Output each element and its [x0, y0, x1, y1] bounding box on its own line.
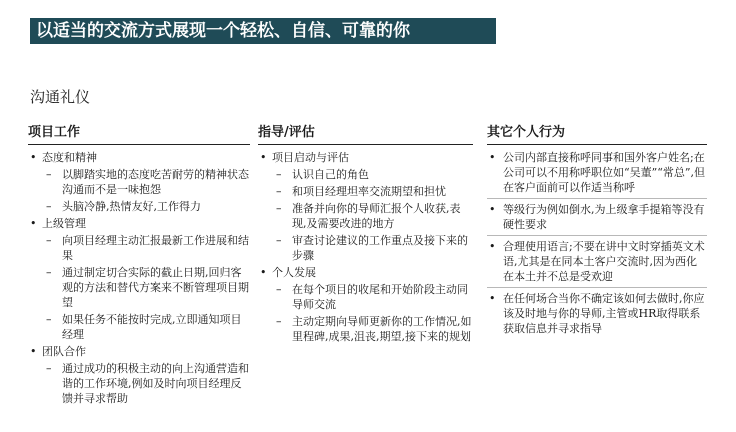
list-item: • 团队合作: [28, 344, 250, 359]
sub-list-item: – 通过制定切合实际的截止日期,回归客观的方法和替代方案来不断管理项目期望: [28, 265, 250, 310]
sub-list-item: – 通过成功的积极主动的向上沟通营造和谐的工作环境,例如及时向项目经理反馈并寻求帮助: [28, 361, 250, 406]
list-item: • 在任何场合当你不确定该如何去做时,你应该及时地与你的导师,主管或HR取得联系获取信息并寻求指导: [487, 291, 707, 336]
list-item: • 态度和精神: [28, 150, 250, 165]
sub-list-item: – 头脑冷静,热情友好,工作得力: [28, 199, 250, 214]
list-item: • 合理使用语言;不要在讲中文时穿插英文术语,尤其是在同本土客户交流时,因为西化在本土并不总是受欢迎: [487, 239, 707, 284]
column-heading: 项目工作: [28, 124, 250, 145]
divider: [487, 198, 707, 199]
bullet-list: [258, 150, 473, 344]
bullet-list: [487, 150, 707, 336]
divider: [487, 287, 707, 288]
column-project-work: [28, 124, 250, 406]
sub-list-item: – 以脚踏实地的态度吃苦耐劳的精神状态沟通而不是一味抱怨: [28, 167, 250, 197]
column-personal-behavior: [487, 124, 707, 339]
sub-list-item: – 主动定期向导师更新你的工作情况,如里程碑,成果,沮丧,期望,接下来的规划: [258, 314, 473, 344]
list-item: • 等级行为例如倒水,为上级拿手提箱等没有硬性要求: [487, 202, 707, 232]
sub-list-item: – 向项目经理主动汇报最新工作进展和结果: [28, 233, 250, 263]
bullet-list: [28, 150, 250, 406]
sub-list-item: – 在每个项目的收尾和开始阶段主动同导师交流: [258, 282, 473, 312]
column-heading: 其它个人行为: [487, 124, 707, 145]
list-item: • 公司内部直接称呼同事和国外客户姓名;在公司可以不用称呼职位如“吴董”“常总”,但在客户面前可以作适当称呼: [487, 150, 707, 195]
column-heading: 指导/评估: [258, 124, 473, 145]
divider: [487, 235, 707, 236]
list-item: • 上级管理: [28, 216, 250, 231]
sub-list-item: – 和项目经理坦率交流期望和担忧: [258, 184, 473, 199]
list-item: • 个人发展: [258, 265, 473, 280]
column-mentoring: [258, 124, 473, 344]
sub-list-item: – 准备并向你的导师汇报个人收获,表现,及需要改进的地方: [258, 201, 473, 231]
sub-list-item: – 认识自己的角色: [258, 167, 473, 182]
sub-list-item: – 如果任务不能按时完成,立即通知项目经理: [28, 312, 250, 342]
section-subtitle: 沟通礼仪: [30, 88, 91, 106]
sub-list-item: – 审查讨论建议的工作重点及接下来的步骤: [258, 233, 473, 263]
list-item: • 项目启动与评估: [258, 150, 473, 165]
slide-title: 以适当的交流方式展现一个轻松、自信、可靠的你: [30, 18, 496, 44]
